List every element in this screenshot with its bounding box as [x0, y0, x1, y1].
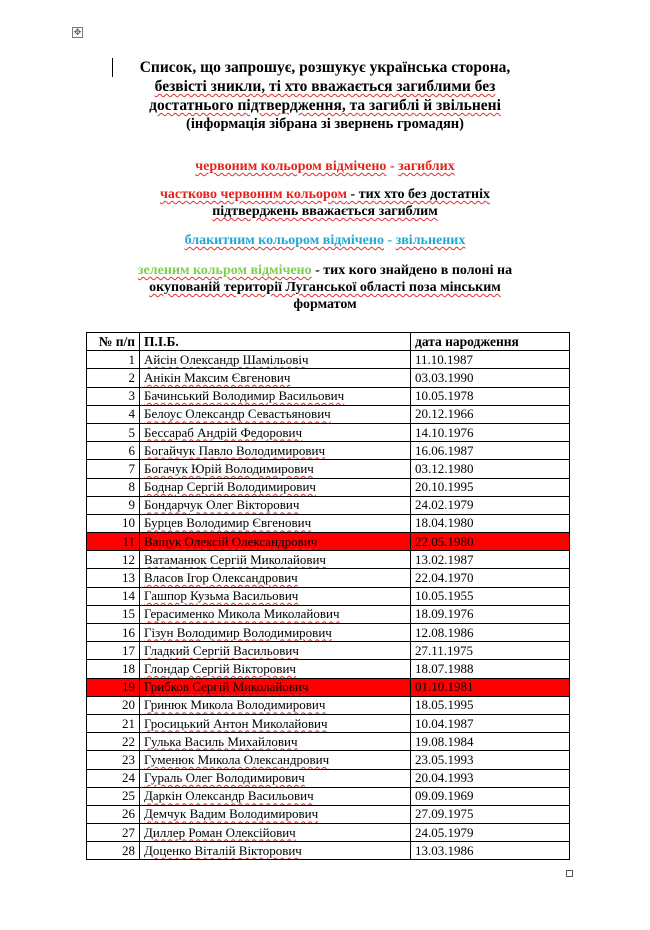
cell-birthdate: 18.04.1980 [411, 514, 570, 532]
legend-captive-desc: - тих кого знайдено в полоні на [311, 263, 513, 278]
table-row [87, 842, 570, 860]
cell-number: 8 [87, 478, 140, 496]
cell-number: 13 [87, 569, 140, 587]
cell-birthdate: 20.04.1993 [411, 769, 570, 787]
cell-number: 22 [87, 733, 140, 751]
table-header-row [87, 333, 570, 351]
table-row [87, 496, 570, 514]
table-row [87, 533, 570, 551]
cell-number: 17 [87, 642, 140, 660]
persons-table [86, 332, 570, 860]
cell-birthdate: 22.04.1970 [411, 569, 570, 587]
cell-number: 18 [87, 660, 140, 678]
cell-name: Герасименко Микола Миколайович [140, 605, 411, 623]
cell-birthdate: 18.07.1988 [411, 660, 570, 678]
table-row [87, 714, 570, 732]
cell-name: Богайчук Павло Володимирович [140, 442, 411, 460]
cell-birthdate: 27.11.1975 [411, 642, 570, 660]
cell-birthdate: 13.03.1986 [411, 842, 570, 860]
cell-birthdate: 16.06.1987 [411, 442, 570, 460]
cell-number: 10 [87, 514, 140, 532]
legend-freed-colored: блакитним кольором відмічено [184, 233, 384, 248]
cell-birthdate: 03.12.1980 [411, 460, 570, 478]
cell-name: Богачук Юрій Володимирович [140, 460, 411, 478]
legend-freed-desc: звільнених [395, 233, 466, 248]
cell-number: 2 [87, 369, 140, 387]
cell-name: Бурцев Володимир Євгенович [140, 514, 411, 532]
cell-birthdate: 01.10.1981 [411, 678, 570, 696]
legend-captive-desc-3: форматом [293, 297, 357, 312]
legend-freed-sep: - [383, 233, 396, 248]
cell-name: Гросицький Антон Миколайович [140, 714, 411, 732]
cell-birthdate: 18.09.1976 [411, 605, 570, 623]
cell-name: Боднар Сергій Володимирович [140, 478, 411, 496]
cell-number: 19 [87, 678, 140, 696]
cell-name: Даркін Олександр Васильович [140, 787, 411, 805]
cell-name: Гладкий Сергій Васильович [140, 642, 411, 660]
cell-number: 6 [87, 442, 140, 460]
table-row [87, 423, 570, 441]
legend-partial [90, 186, 560, 220]
cell-name: Грибков Сергій Миколайович [140, 678, 411, 696]
cell-name: Белоус Олександр Севастьянович [140, 405, 411, 423]
table-row [87, 805, 570, 823]
cell-name: Гуменюк Микола Олександрович [140, 751, 411, 769]
cell-birthdate: 10.05.1978 [411, 387, 570, 405]
table-row [87, 442, 570, 460]
cell-number: 1 [87, 351, 140, 369]
cell-number: 15 [87, 605, 140, 623]
cell-number: 27 [87, 824, 140, 842]
legend-dead-sep: - [386, 159, 399, 174]
cell-name: Бачинський Володимир Васильович [140, 387, 411, 405]
cell-number: 7 [87, 460, 140, 478]
cell-birthdate: 11.10.1987 [411, 351, 570, 369]
cell-name: Доценко Віталій Вікторович [140, 842, 411, 860]
table-row [87, 787, 570, 805]
document-title [80, 58, 570, 134]
legend-captive-desc-2: окупованій території Луганської області поза мінським [149, 280, 501, 295]
table-row [87, 587, 570, 605]
cell-birthdate: 23.05.1993 [411, 751, 570, 769]
cell-birthdate: 13.02.1987 [411, 551, 570, 569]
table-row [87, 478, 570, 496]
cell-name: Глондар Сергій Вікторович [140, 660, 411, 678]
title-line-4: (інформація зібрана зі звернень громадян) [186, 116, 464, 132]
table-row [87, 369, 570, 387]
table-resize-handle[interactable] [566, 870, 573, 877]
cell-number: 28 [87, 842, 140, 860]
table-row [87, 351, 570, 369]
cell-number: 3 [87, 387, 140, 405]
cell-birthdate: 10.05.1955 [411, 587, 570, 605]
cell-number: 9 [87, 496, 140, 514]
cell-name: Бессараб Андрій Федорович [140, 423, 411, 441]
cell-name: Демчук Вадим Володимирович [140, 805, 411, 823]
cell-name: Бондарчук Олег Вікторович [140, 496, 411, 514]
title-line-3: достатнього підтвердження, та загиблі й звільнені [149, 97, 501, 114]
cell-number: 23 [87, 751, 140, 769]
legend-freed [90, 232, 560, 249]
table-row [87, 642, 570, 660]
cell-name: Айсін Олександр Шамільовіч [140, 351, 411, 369]
table-row [87, 660, 570, 678]
cell-name: Гринюк Микола Володимирович [140, 696, 411, 714]
legend-partial-desc: - тих хто без достатніх [347, 187, 490, 202]
cell-name: Гізун Володимир Володимирович [140, 624, 411, 642]
table-row [87, 460, 570, 478]
table-row [87, 514, 570, 532]
cell-name: Ващук Олексій Олександрович [140, 533, 411, 551]
cell-name: Власов Ігор Олександрович [140, 569, 411, 587]
table-row [87, 769, 570, 787]
legend-partial-colored: частково червоним кольором [160, 187, 348, 202]
table-move-handle-icon[interactable]: ✥ [73, 27, 82, 37]
cell-number: 11 [87, 533, 140, 551]
cell-birthdate: 24.02.1979 [411, 496, 570, 514]
cell-number: 20 [87, 696, 140, 714]
cell-name: Диллер Роман Олексійович [140, 824, 411, 842]
cell-birthdate: 09.09.1969 [411, 787, 570, 805]
table-row [87, 751, 570, 769]
cell-birthdate: 20.10.1995 [411, 478, 570, 496]
legend-dead-colored: червоним кольором відмічено [195, 159, 387, 174]
table-row [87, 387, 570, 405]
cell-name: Гулька Василь Михайлович [140, 733, 411, 751]
table-row [87, 733, 570, 751]
cell-birthdate: 03.03.1990 [411, 369, 570, 387]
cell-birthdate: 18.05.1995 [411, 696, 570, 714]
cell-number: 25 [87, 787, 140, 805]
cell-number: 16 [87, 624, 140, 642]
cell-number: 26 [87, 805, 140, 823]
cell-birthdate: 14.10.1976 [411, 423, 570, 441]
title-line-1: Список, що запрошує, розшукує українська сторона, [139, 59, 511, 76]
cell-birthdate: 27.09.1975 [411, 805, 570, 823]
cell-number: 14 [87, 587, 140, 605]
cell-number: 4 [87, 405, 140, 423]
cell-birthdate: 19.08.1984 [411, 733, 570, 751]
cell-birthdate: 12.08.1986 [411, 624, 570, 642]
table-row [87, 405, 570, 423]
legend-captive [90, 262, 560, 313]
cell-number: 5 [87, 423, 140, 441]
table-body [87, 351, 570, 860]
cell-number: 21 [87, 714, 140, 732]
cell-name: Гашпор Кузьма Васильович [140, 587, 411, 605]
legend-captive-colored: зеленим кольром відмічено [137, 263, 312, 278]
table-row [87, 551, 570, 569]
cell-number: 12 [87, 551, 140, 569]
legend-dead-desc: загиблих [398, 159, 455, 174]
table-row [87, 605, 570, 623]
table-row [87, 678, 570, 696]
legend-dead [90, 158, 560, 175]
table-row [87, 624, 570, 642]
cell-number: 24 [87, 769, 140, 787]
table-row [87, 569, 570, 587]
legend-partial-desc-2: підтверджень вважається загиблим [212, 204, 438, 219]
cell-birthdate: 22.05.1980 [411, 533, 570, 551]
header-birthdate: дата народження [411, 333, 570, 351]
table-row [87, 696, 570, 714]
cell-birthdate: 10.04.1987 [411, 714, 570, 732]
cell-name: Анікін Максим Євгенович [140, 369, 411, 387]
header-name: П.І.Б. [140, 333, 411, 351]
cell-name: Гураль Олег Володимирович [140, 769, 411, 787]
cell-birthdate: 24.05.1979 [411, 824, 570, 842]
header-number: № п/п [87, 333, 140, 351]
title-line-2: безвісті зникли, ті хто вважається загиблими без [154, 78, 496, 95]
table-row [87, 824, 570, 842]
cell-name: Ватаманюк Сергій Миколайович [140, 551, 411, 569]
cell-birthdate: 20.12.1966 [411, 405, 570, 423]
